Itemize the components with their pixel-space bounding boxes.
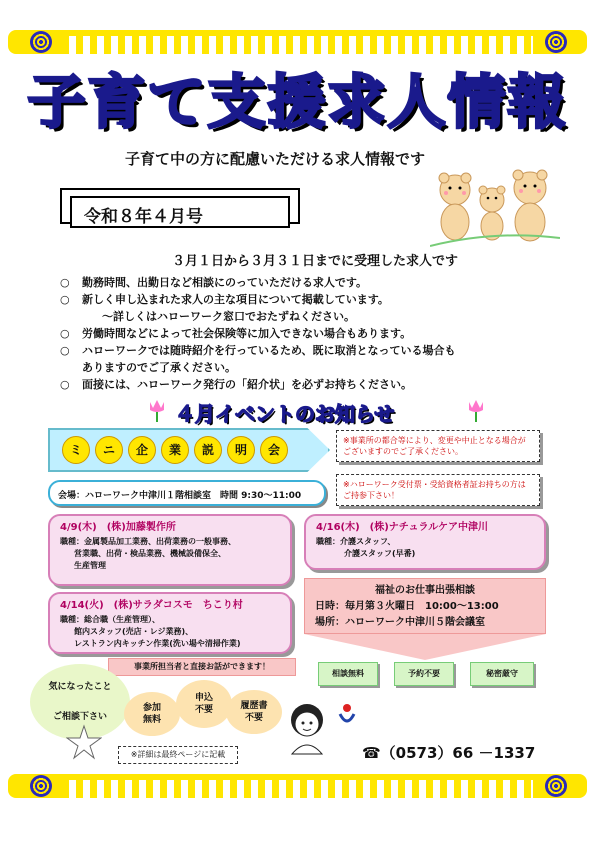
card-company: (株)サラダコスモ ちこり村 xyxy=(113,600,243,611)
card-date: 4/14(火) xyxy=(60,600,104,611)
card-line: 生産管理 xyxy=(74,561,106,570)
consult-line: 気になったこと xyxy=(48,682,112,692)
girl-illustration xyxy=(282,700,332,756)
card-line: 介護スタッフ(早番) xyxy=(344,549,416,558)
event-heading: ４月イベントのお知らせ xyxy=(175,402,395,426)
list-item: ○ 面接には、ハローワーク発行の「紹介状」を必ずお持ちください。 xyxy=(60,376,550,393)
phone-number: ☎（0573）66 －1337 xyxy=(362,744,536,762)
card-line: 館内スタッフ(売店・レジ業務)、 xyxy=(74,627,194,636)
company-card xyxy=(48,514,292,586)
welfare-place: 場所：ハローワーク中津川５階会議室 xyxy=(315,617,485,628)
welfare-arrow xyxy=(304,634,546,660)
tulip-icon xyxy=(146,398,168,422)
direct-talk-banner: 事業所担当者と直接お話ができます！ xyxy=(108,658,296,676)
card-line: 職種：介護スタッフ、 xyxy=(316,537,396,546)
tag-no-reservation: 予約不要 xyxy=(394,662,454,686)
company-card xyxy=(304,514,546,570)
swirl-icon xyxy=(30,775,52,797)
mini-char: ミ xyxy=(62,436,90,464)
mini-char: 業 xyxy=(161,436,189,464)
page-title: 子育て支援求人情報 xyxy=(27,68,568,136)
star-icon xyxy=(66,724,102,760)
tag-confidential: 秘密厳守 xyxy=(470,662,534,686)
mini-char: ニ xyxy=(95,436,123,464)
mini-char: 明 xyxy=(227,436,255,464)
card-line: レストラン内キッチン作業(洗い場や清掃作業) xyxy=(74,639,241,648)
bubble-no-application: 申込 不要 xyxy=(176,680,232,728)
bring-documents-notice: ※ハローワーク受付票・受給資格者証お持ちの方はご持参下さい！ xyxy=(336,474,540,506)
card-date: 4/9(木) xyxy=(60,522,97,533)
detail-note: ※詳細は最終ページに記載 xyxy=(118,746,238,764)
venue-time: 会場：ハローワーク中津川１階相談室 時間 9:30～11:00 xyxy=(48,480,326,506)
hellowork-logo-icon xyxy=(336,702,358,728)
consult-line: ご相談下さい xyxy=(52,712,107,722)
bottom-zigzag xyxy=(60,780,535,798)
welfare-title: 福祉のお仕事出張相談 xyxy=(375,585,475,596)
card-company: (株)ナチュラルケア中津川 xyxy=(369,522,489,533)
bubble-no-resume: 履歴書 不要 xyxy=(226,690,282,734)
card-line: 職種：金属製品加工業務、出荷業務の一般事務、 xyxy=(60,537,236,546)
swirl-icon xyxy=(30,31,52,53)
list-item: ～詳しくはハローワーク窓口でおたずねください。 xyxy=(102,310,355,323)
top-zigzag xyxy=(60,36,535,54)
tulip-icon xyxy=(465,398,487,422)
swirl-icon xyxy=(545,31,567,53)
card-line: 営業職、出荷・検品業務、機械設備保全、 xyxy=(74,549,226,558)
welfare-time: 日時：毎月第３火曜日 10:00～13:00 xyxy=(315,601,499,612)
card-line: 職種：総合職（生産管理）、 xyxy=(60,615,160,624)
mini-char: 説 xyxy=(194,436,222,464)
list-item: ありますのでご了承ください。 xyxy=(82,361,236,374)
bears-illustration xyxy=(430,160,560,250)
period-text: ３月１日から３月３１日までに受理した求人です xyxy=(172,254,459,269)
swirl-icon xyxy=(545,775,567,797)
card-company: (株)加藤製作所 xyxy=(106,522,176,533)
issue-label: 令和８年４月号 xyxy=(70,196,290,228)
list-item: ○ ハローワークでは随時紹介を行っているため、既に取消となっている場合も xyxy=(60,342,550,359)
card-date: 4/16(木) xyxy=(316,522,360,533)
mini-char: 企 xyxy=(128,436,156,464)
mini-char: 会 xyxy=(260,436,288,464)
tag-free: 相談無料 xyxy=(318,662,378,686)
list-item: ○ 新しく申し込まれた求人の主な項目について掲載しています。 xyxy=(60,291,550,308)
list-item: ○ 労働時間などによって社会保険等に加入できない場合もあります。 xyxy=(60,325,550,342)
notes-list xyxy=(60,274,550,393)
page-subtitle: 子育て中の方に配慮いただける求人情報です xyxy=(125,150,426,168)
company-card xyxy=(48,592,292,654)
bubble-free-participation: 参加 無料 xyxy=(124,692,180,736)
change-notice: ※事業所の都合等により、変更や中止となる場合がございますのでご了承ください。 xyxy=(336,430,540,462)
list-item: ○ 勤務時間、出勤日など相談にのっていただける求人です。 xyxy=(60,274,550,291)
welfare-consultation xyxy=(304,578,546,634)
